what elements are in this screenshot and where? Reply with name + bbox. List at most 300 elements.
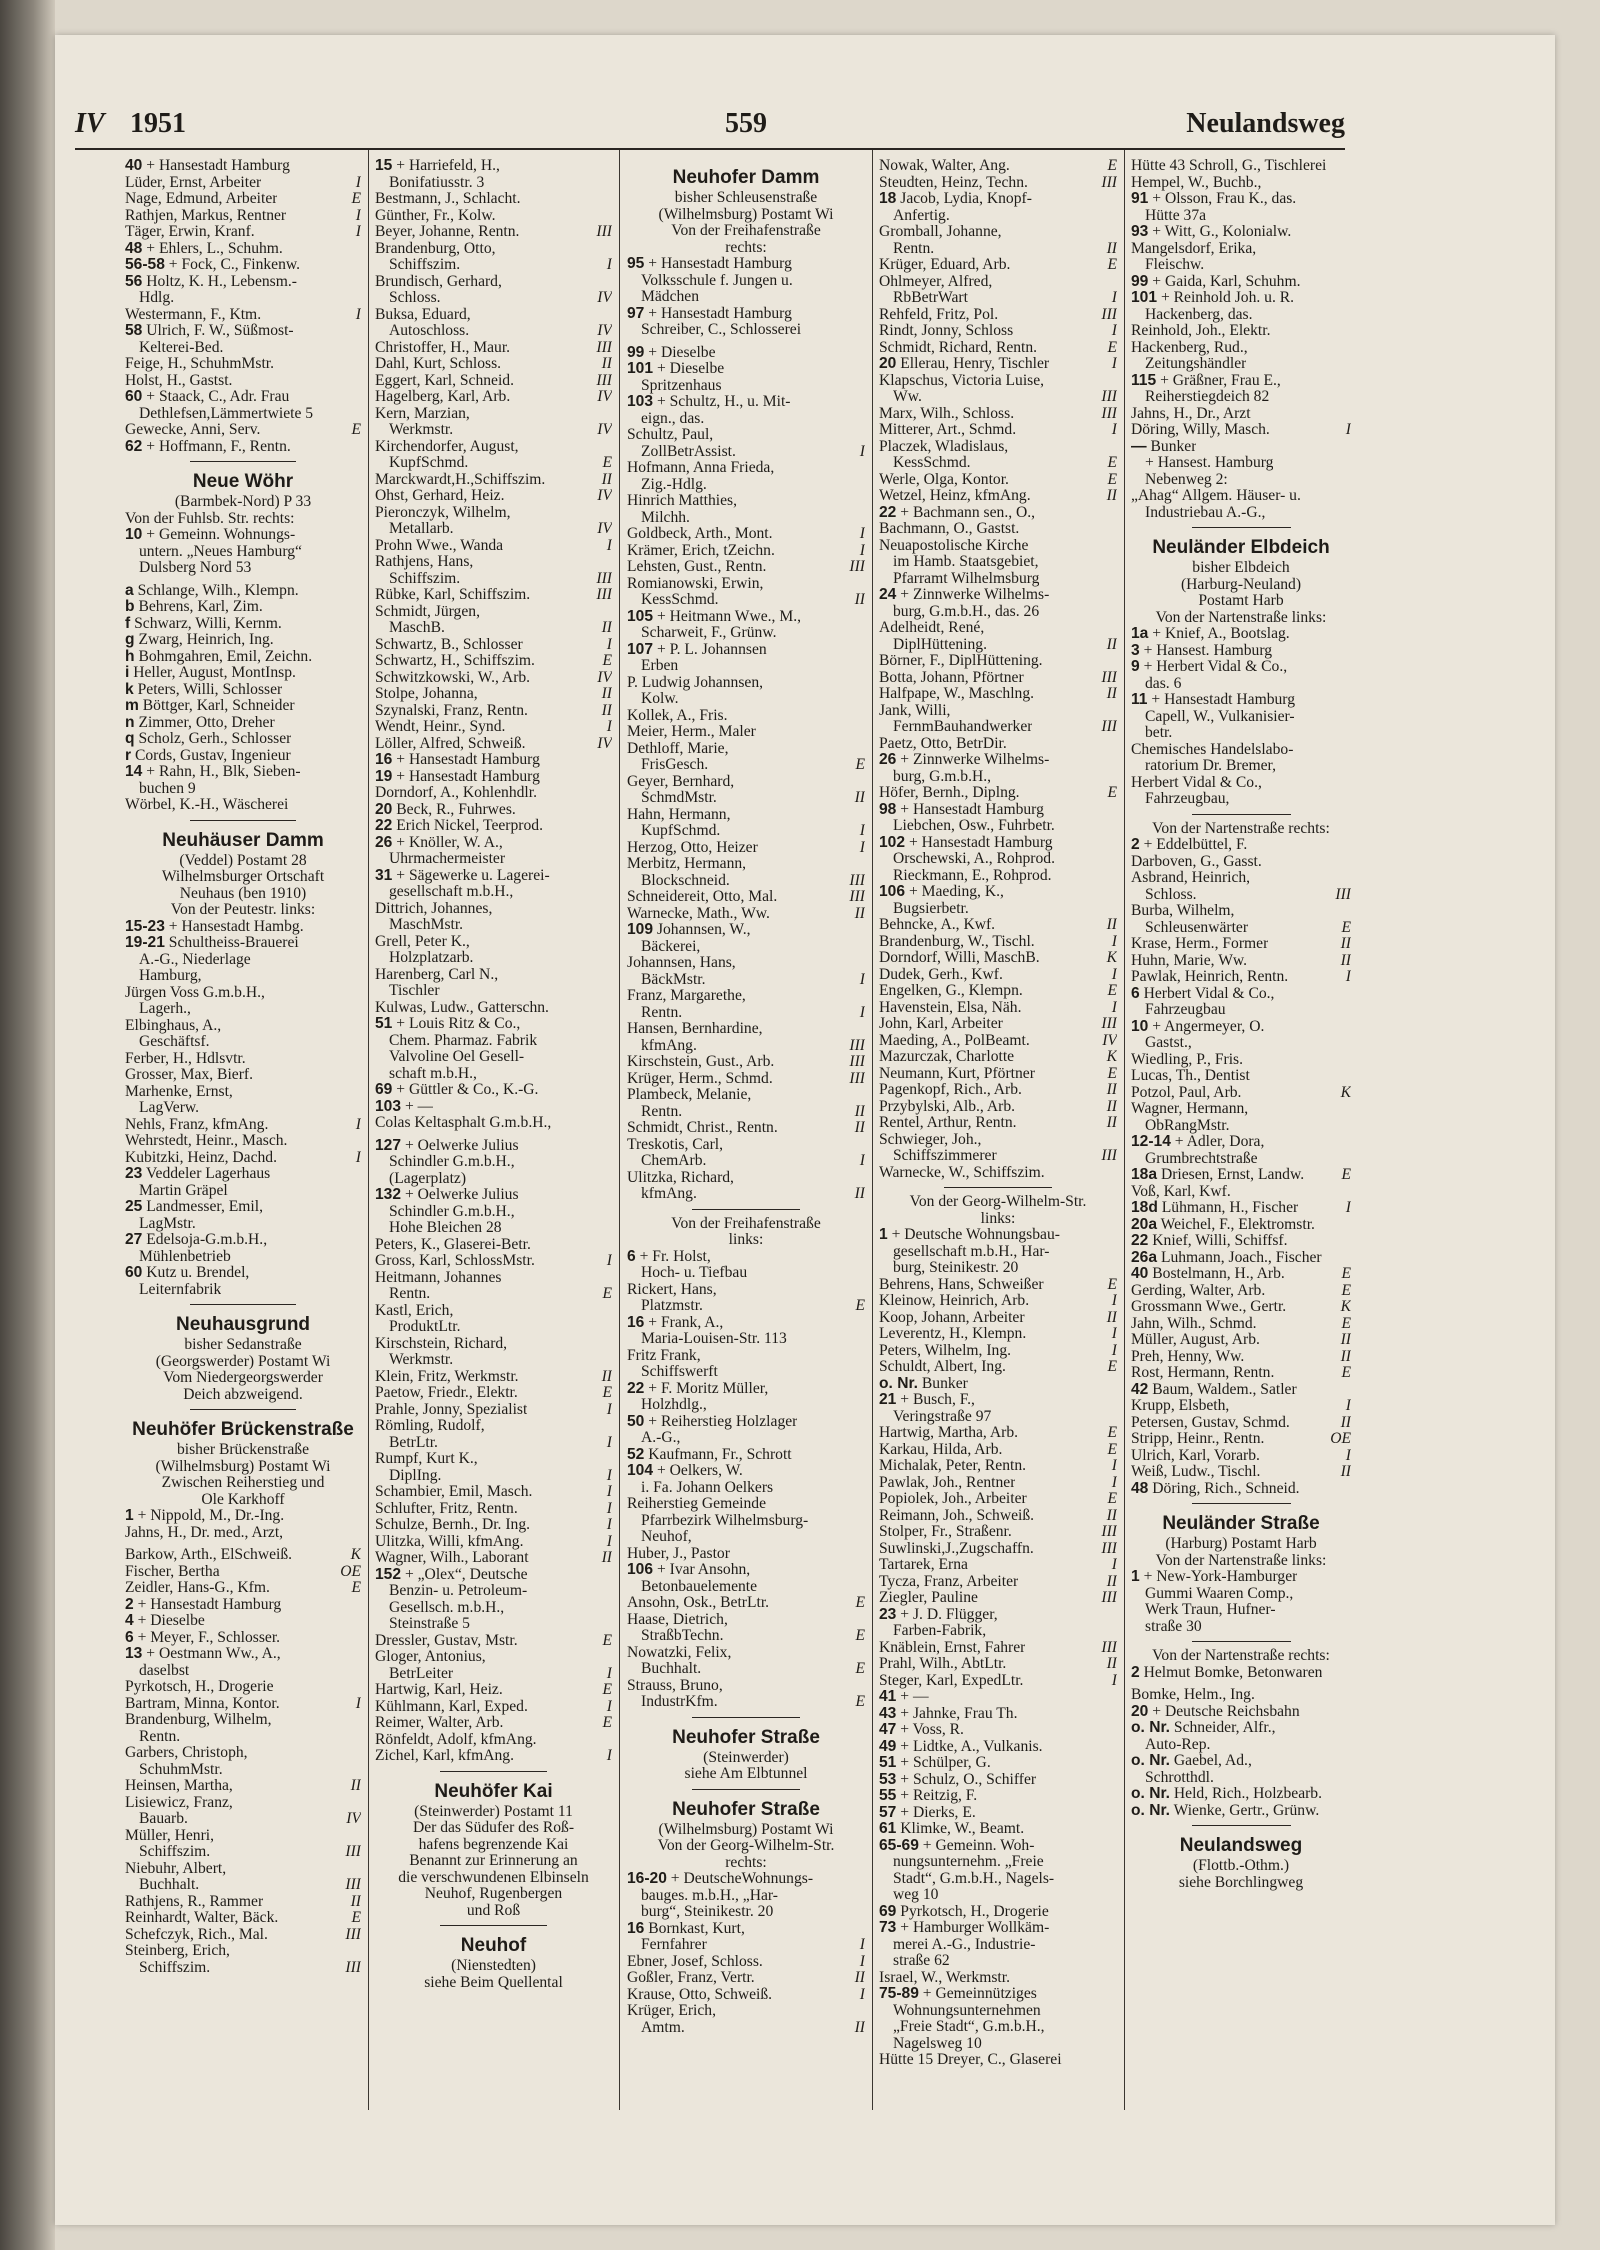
- entry-text: Bugsierbetr.: [893, 900, 969, 917]
- directory-entry: [1131, 1019, 1351, 1036]
- entry-text: 99 + Gaida, Karl, Schuhm.: [1131, 273, 1301, 290]
- entry-text: StraßbTechn.: [641, 1628, 724, 1644]
- entry-continuation: [627, 972, 865, 989]
- entry-text: Metallarb.: [389, 521, 454, 537]
- house-number: 58: [125, 323, 143, 339]
- directory-entry: [125, 748, 361, 765]
- house-number: 1: [879, 1227, 888, 1243]
- house-number: 20: [375, 801, 393, 818]
- entry-text: Adelheidt, René,: [879, 620, 985, 636]
- entry-text: 60 Kutz u. Brendel,: [125, 1265, 250, 1281]
- directory-entry: [879, 1033, 1117, 1050]
- entry-continuation: [627, 1038, 865, 1055]
- directory-entry: [627, 1249, 865, 1266]
- entry-text: Jank, Willi,: [879, 702, 951, 719]
- directory-entry: [125, 682, 361, 699]
- entry-text: kfmAng.: [641, 1186, 697, 1202]
- entry-text: 2 + Eddelbüttel, F.: [1131, 837, 1248, 853]
- entry-text: — Bunker: [1131, 438, 1197, 455]
- directory-entry: [879, 1722, 1117, 1739]
- entry-text: 50 + Reiherstieg Holzlager: [627, 1413, 798, 1430]
- entry-text: Krase, Herm., Former: [1131, 936, 1269, 952]
- entry-text: Müller, Henri,: [125, 1827, 215, 1844]
- floor-marker: I: [859, 1153, 865, 1169]
- entry-text: burg, G.m.b.H.,: [893, 768, 992, 785]
- entry-continuation: [1131, 1151, 1351, 1168]
- entry-continuation: [1131, 356, 1351, 373]
- entry-text: Pagenkopf, Rich., Arb.: [879, 1082, 1022, 1098]
- directory-entry: [1131, 643, 1351, 660]
- floor-marker: IV: [597, 323, 612, 339]
- entry-continuation: [627, 823, 865, 840]
- floor-marker: I: [606, 257, 612, 273]
- street-note: rechts:: [725, 239, 767, 256]
- entry-continuation: [627, 1904, 865, 1921]
- directory-entry: [627, 361, 865, 378]
- directory-entry: [627, 1954, 865, 1971]
- entry-text: Rieckmann, E., Rohprod.: [893, 867, 1052, 884]
- directory-entry: [1131, 742, 1351, 759]
- entry-continuation: [879, 571, 1117, 588]
- directory-entry: [375, 1517, 612, 1534]
- entry-text: Westermann, F., Ktm.: [125, 306, 262, 323]
- street-note: Von der Nartenstraße links:: [1155, 1552, 1327, 1569]
- entry-text: q Scholz, Gerh., Schlosser: [125, 731, 292, 747]
- street-note: (Flottb.-Othm.): [1192, 1858, 1290, 1874]
- street-note: Neuhaus (ben 1910): [179, 885, 307, 902]
- entry-text: Dorndorf, A., Kohlenhdlr.: [375, 785, 537, 801]
- entry-text: Stadt“, G.m.b.H., Nagels-: [893, 1870, 1055, 1887]
- directory-entry: [879, 257, 1117, 274]
- entry-continuation: [125, 1663, 361, 1680]
- entry-continuation: [375, 1616, 612, 1633]
- entry-text: Rathjens, Hans,: [375, 554, 474, 570]
- street-note: Von der Nartenstraße links:: [1155, 609, 1327, 626]
- floor-marker: I: [355, 174, 361, 191]
- directory-entry: [879, 175, 1117, 192]
- entry-text: SchuhmMstr.: [139, 1761, 223, 1778]
- entry-text: 40 Bostelmann, H., Arb.: [1131, 1266, 1285, 1282]
- entry-text: Knäblein, Ernst, Fahrer: [879, 1639, 1026, 1656]
- directory-entry: [627, 807, 865, 824]
- directory-entry: [375, 703, 612, 720]
- directory-entry: [1131, 870, 1351, 887]
- house-number: 57: [879, 1804, 897, 1821]
- floor-marker: I: [355, 207, 361, 224]
- entry-text: Kirschstein, Gust., Arb.: [627, 1054, 775, 1070]
- entry-text: Wagner, Hermann,: [1131, 1101, 1249, 1117]
- entry-text: Schiffszim.: [139, 1844, 211, 1860]
- floor-marker: E: [855, 1661, 865, 1677]
- directory-entry: [375, 653, 612, 670]
- house-number: 48: [125, 240, 143, 257]
- entry-continuation: [1131, 709, 1351, 726]
- directory-entry: [627, 1021, 865, 1038]
- entry-text: Nehls, Franz, kfmAng.: [125, 1116, 269, 1133]
- entry-text: 51 + Louis Ritz & Co.,: [375, 1016, 521, 1032]
- directory-entry: [879, 1442, 1117, 1459]
- entry-text: Brandenburg, Otto,: [375, 240, 496, 257]
- entry-text: Schmidt, Christ., Rentn.: [627, 1120, 778, 1136]
- entry-text: 11 + Hansestadt Hamburg: [1131, 692, 1296, 708]
- floor-marker: I: [355, 1149, 361, 1166]
- entry-text: 22 Erich Nickel, Teerprod.: [375, 818, 543, 834]
- floor-marker: I: [1111, 933, 1117, 950]
- entry-continuation: [627, 1186, 865, 1203]
- directory-entry: [375, 1732, 612, 1749]
- entry-text: Schefczyk, Rich., Mal.: [125, 1926, 268, 1943]
- section-separator: [692, 1717, 799, 1718]
- house-number: 99: [1131, 273, 1149, 290]
- directory-entry: [375, 1253, 612, 1270]
- house-number: 10: [125, 527, 143, 543]
- directory-entry: [125, 583, 361, 600]
- directory-entry: [879, 406, 1117, 423]
- house-number: 41: [879, 1689, 897, 1705]
- street-note: Von der Peutestr. links:: [170, 902, 316, 918]
- house-number: 16: [627, 1314, 645, 1331]
- house-number: 152: [375, 1566, 402, 1583]
- entry-text: KupfSchmd.: [641, 823, 721, 839]
- entry-text: 102 + Hansestadt Hamburg: [879, 834, 1053, 851]
- directory-entry: [879, 1838, 1117, 1855]
- entry-text: IndustrKfm.: [641, 1694, 718, 1710]
- entry-text: Ebner, Josef, Schloss.: [627, 1953, 763, 1970]
- entry-text: 16 Bornkast, Kurt,: [627, 1920, 745, 1937]
- floor-marker: III: [849, 1054, 865, 1070]
- floor-marker: E: [855, 1298, 865, 1314]
- entry-text: 16-20 + DeutscheWohnungs-: [627, 1871, 814, 1887]
- house-number: 102: [879, 834, 906, 851]
- floor-marker: I: [1111, 422, 1117, 438]
- directory-entry: [879, 422, 1117, 439]
- directory-entry: [1131, 1382, 1351, 1399]
- entry-text: Pawlak, Joh., Rentner: [879, 1474, 1016, 1491]
- directory-entry: [125, 1613, 361, 1630]
- directory-entry: [1131, 626, 1351, 643]
- directory-entry: [375, 1187, 612, 1204]
- entry-text: Neumann, Kurt, Pförtner: [879, 1065, 1035, 1082]
- directory-entry: [879, 1970, 1117, 1987]
- entry-text: Autoschloss.: [389, 323, 470, 339]
- directory-entry: [125, 1712, 361, 1729]
- floor-marker: E: [1341, 1266, 1351, 1282]
- floor-marker: III: [1101, 669, 1117, 686]
- entry-continuation: [375, 1049, 612, 1066]
- entry-text: Schuldt, Albert, Ing.: [879, 1359, 1006, 1375]
- entry-text: Krüger, Erich,: [627, 2003, 717, 2019]
- street-heading: Neuhof: [460, 1935, 527, 1956]
- house-number: 11: [1131, 692, 1148, 708]
- directory-entry: [1131, 290, 1351, 307]
- floor-marker: K: [350, 1547, 361, 1563]
- entry-text: Rübke, Karl, Schiffszim.: [375, 587, 531, 603]
- entry-text: Herbert Vidal & Co.,: [1131, 774, 1262, 791]
- directory-entry: [879, 1821, 1117, 1838]
- entry-text: Kollek, A., Fris.: [627, 707, 728, 724]
- directory-entry: [1131, 340, 1351, 357]
- entry-text: 19 + Hansestadt Hamburg: [375, 768, 540, 785]
- directory-entry: [1131, 323, 1351, 340]
- house-number: 60: [125, 1265, 143, 1281]
- directory-entry: [879, 307, 1117, 324]
- floor-marker: E: [855, 1595, 865, 1611]
- house-number: 107: [627, 641, 654, 658]
- directory-entry: [1131, 191, 1351, 208]
- entry-text: 47 + Voss, R.: [879, 1722, 964, 1738]
- directory-entry: [125, 1679, 361, 1696]
- entry-text: Pawlak, Heinrich, Rentn.: [1131, 969, 1289, 985]
- entry-text: Rentn.: [893, 240, 935, 257]
- entry-text: m Böttger, Karl, Schneider: [125, 698, 295, 714]
- entry-text: Hütte 37a: [1145, 207, 1207, 224]
- street-note: Zwischen Reiherstieg und: [161, 1475, 325, 1491]
- entry-text: Reiherstiegdeich 82: [1145, 389, 1270, 405]
- directory-entry: [125, 1547, 361, 1564]
- entry-continuation: [1131, 1586, 1351, 1603]
- directory-entry: [879, 538, 1117, 555]
- floor-marker: I: [606, 719, 612, 735]
- entry-text: Elbinghaus, A.,: [125, 1017, 222, 1034]
- entry-continuation: [627, 1153, 865, 1170]
- directory-entry: [125, 1696, 361, 1713]
- entry-continuation: [125, 1811, 361, 1828]
- entry-text: Kubitzki, Heinz, Dachd.: [125, 1149, 277, 1166]
- house-number: 56-58: [125, 257, 165, 273]
- directory-entry: [1131, 1134, 1351, 1151]
- entry-text: 18a Driesen, Ernst, Landw.: [1131, 1167, 1305, 1183]
- entry-text: Schlufter, Fritz, Rentn.: [375, 1500, 518, 1517]
- entry-text: 22 + F. Moritz Müller,: [627, 1380, 769, 1397]
- entry-text: 27 Edelsoja-G.m.b.H.,: [125, 1232, 268, 1248]
- entry-text: 1 + New-York-Hamburger: [1131, 1569, 1298, 1585]
- house-number: q: [125, 731, 135, 747]
- entry-continuation: [1131, 455, 1351, 472]
- section-separator: [440, 1925, 547, 1926]
- entry-text: Kirschstein, Richard,: [375, 1335, 508, 1352]
- house-number: 1: [125, 1508, 134, 1524]
- entry-text: Plambeck, Melanie,: [627, 1087, 752, 1103]
- entry-continuation: [879, 604, 1117, 621]
- street-note: (Nienstedten): [451, 1958, 536, 1974]
- entry-text: Betonbauelemente: [641, 1578, 758, 1595]
- entry-text: KessSchmd.: [641, 592, 719, 608]
- entry-continuation: [879, 818, 1117, 835]
- directory-entry: [375, 208, 612, 225]
- floor-marker: III: [849, 872, 865, 889]
- directory-entry: [627, 1595, 865, 1612]
- entry-text: 1a + Knief, A., Bootslag.: [1131, 626, 1290, 642]
- entry-text: Ohst, Gerhard, Heiz.: [375, 488, 505, 504]
- entry-text: 109 Johannsen, W.,: [627, 922, 751, 938]
- directory-entry: [1131, 1687, 1351, 1704]
- directory-entry: [375, 1748, 612, 1765]
- floor-marker: I: [859, 1953, 865, 1970]
- entry-text: 15-23 + Hansestadt Hambg.: [125, 918, 304, 935]
- entry-text: betr.: [1145, 725, 1173, 741]
- directory-entry: [125, 527, 361, 544]
- floor-marker: I: [1111, 1342, 1117, 1359]
- entry-text: Harenberg, Carl N.,: [375, 966, 499, 983]
- floor-marker: II: [854, 1120, 865, 1136]
- directory-entry: [125, 715, 361, 732]
- entry-text: Bachmann, O., Gastst.: [879, 521, 1020, 537]
- directory-entry: [627, 493, 865, 510]
- section-separator: [190, 1304, 296, 1305]
- directory-entry: [879, 1541, 1117, 1558]
- entry-text: Brundisch, Gerhard,: [375, 273, 502, 290]
- column-divider: [619, 150, 620, 2110]
- entry-text: Ferber, H., Hdlsvtr.: [125, 1050, 246, 1067]
- entry-text: Schiffszim.: [139, 1959, 211, 1976]
- directory-entry: [375, 802, 612, 819]
- directory-entry: [879, 224, 1117, 241]
- entry-continuation: [375, 1220, 612, 1237]
- street-note: Von der Georg-Wilhelm-Str.: [909, 1194, 1087, 1210]
- directory-entry: [375, 1699, 612, 1716]
- entry-text: bauges. m.b.H., „Har-: [641, 1887, 778, 1904]
- directory-entry: [879, 1000, 1117, 1017]
- directory-entry: [879, 620, 1117, 637]
- entry-text: Hartwig, Martha, Arb.: [879, 1425, 1019, 1441]
- house-number: 18a: [1131, 1167, 1158, 1183]
- entry-text: Gromball, Johanne,: [879, 224, 1002, 240]
- entry-continuation: [375, 1171, 612, 1188]
- entry-text: Industriebau A.-G.,: [1145, 504, 1266, 521]
- entry-continuation: [125, 340, 361, 357]
- street-note: Ole Karkhoff: [201, 1491, 285, 1508]
- entry-continuation: [375, 1600, 612, 1617]
- floor-marker: I: [355, 1116, 361, 1133]
- entry-text: Reimann, Joh., Schweiß.: [879, 1507, 1035, 1524]
- floor-marker: E: [1107, 1065, 1117, 1082]
- directory-entry: [375, 1402, 612, 1419]
- directory-entry: [375, 967, 612, 984]
- floor-marker: I: [1345, 1398, 1351, 1414]
- entry-text: Auto-Rep.: [1145, 1736, 1211, 1753]
- directory-entry: [375, 1369, 612, 1386]
- entry-text: 104 + Oelkers, W.: [627, 1463, 743, 1479]
- entry-text: Popiolek, Joh., Arbeiter: [879, 1491, 1027, 1507]
- floor-marker: III: [596, 570, 612, 587]
- entry-text: burg, Steinikestr. 20: [893, 1260, 1019, 1276]
- house-number: 52: [627, 1446, 645, 1463]
- entry-text: Behncke, A., Kwf.: [879, 917, 996, 933]
- entry-text: Schindler G.m.b.H.,: [389, 1154, 515, 1170]
- floor-marker: III: [1101, 1016, 1117, 1032]
- entry-text: Rentn.: [139, 1728, 181, 1745]
- street-note: bisher Brückenstraße: [176, 1442, 310, 1458]
- house-number: 43: [879, 1705, 897, 1722]
- entry-text: DiplHüttening.: [893, 636, 987, 653]
- floor-marker: I: [859, 839, 865, 856]
- directory-entry: [125, 422, 361, 439]
- entry-continuation: [627, 477, 865, 494]
- directory-entry: [375, 719, 612, 736]
- directory-entry: [125, 323, 361, 340]
- directory-entry: [375, 1336, 612, 1353]
- entry-text: 53 + Schulz, O., Schiffer: [879, 1771, 1037, 1788]
- entry-text: Steudten, Heinz, Techn.: [879, 174, 1028, 191]
- directory-entry: [879, 1491, 1117, 1508]
- directory-entry: [375, 1682, 612, 1699]
- entry-text: 61 Klimke, W., Beamt.: [879, 1821, 1025, 1837]
- floor-marker: I: [1111, 290, 1117, 306]
- entry-continuation: [375, 884, 612, 901]
- entry-continuation: [879, 1937, 1117, 1954]
- entry-text: Schwitzkowski, W., Arb.: [375, 669, 531, 686]
- entry-text: Szynalski, Franz, Rentn.: [375, 702, 528, 719]
- directory-entry: [627, 1170, 865, 1187]
- street-note: (Steinwerder): [703, 1749, 789, 1766]
- entry-text: 26a Luhmann, Joach., Fischer: [1131, 1249, 1322, 1266]
- floor-marker: I: [1111, 999, 1117, 1016]
- directory-entry: [627, 856, 865, 873]
- entry-text: Wagner, Wilh., Laborant: [375, 1550, 529, 1566]
- entry-continuation: [879, 1953, 1117, 1970]
- directory-entry: [627, 741, 865, 758]
- directory-entry: [879, 158, 1117, 175]
- directory-entry: [125, 511, 361, 528]
- entry-continuation: [125, 544, 361, 561]
- entry-continuation: [1131, 1770, 1351, 1787]
- entry-text: Rentel, Arthur, Rentn.: [879, 1115, 1017, 1131]
- directory-entry: [1131, 1704, 1351, 1721]
- directory-entry: [125, 224, 361, 241]
- directory-entry: [375, 769, 612, 786]
- house-number: 22: [375, 818, 393, 834]
- directory-entry: [1131, 854, 1351, 871]
- entry-text: 23 Veddeler Lagerhaus: [125, 1166, 271, 1182]
- entry-text: P. Ludwig Johannsen,: [627, 674, 764, 691]
- street-note: (Barmbek-Nord) P 33: [174, 494, 312, 510]
- entry-text: Rentn.: [641, 1004, 683, 1021]
- entry-text: Gerding, Walter, Arb.: [1131, 1282, 1266, 1299]
- directory-entry: [1131, 1415, 1351, 1432]
- house-number: 75-89: [879, 1986, 919, 2002]
- directory-entry: [375, 356, 612, 373]
- directory-entry: [879, 274, 1117, 291]
- floor-marker: III: [849, 1070, 865, 1087]
- directory-entry: [125, 1232, 361, 1249]
- directory-entry: [627, 774, 865, 791]
- floor-marker: E: [351, 422, 361, 438]
- directory-entry: [627, 889, 865, 906]
- section-separator: [440, 1771, 547, 1772]
- entry-text: Marckwardt,H.,Schiffszim.: [375, 471, 546, 488]
- entry-text: Franz, Margarethe,: [627, 988, 746, 1004]
- entry-text: Brandenburg, W., Tischl.: [879, 933, 1035, 950]
- floor-marker: II: [601, 620, 612, 636]
- entry-text: Schiffszim.: [389, 570, 461, 587]
- house-number: 15: [375, 158, 393, 174]
- entry-continuation: [879, 719, 1117, 736]
- entry-text: Schrotthdl.: [1145, 1769, 1214, 1786]
- entry-text: straße 62: [893, 1953, 950, 1969]
- entry-text: Israel, W., Werkmstr.: [879, 1969, 1010, 1986]
- entry-text: Romianowski, Erwin,: [627, 575, 764, 592]
- street-note: bisher Schleusenstraße: [674, 190, 818, 206]
- entry-text: Bäckerei,: [641, 938, 701, 955]
- entry-text: 1 + Nippold, M., Dr.-Ing.: [125, 1508, 285, 1524]
- directory-entry: [1131, 1167, 1351, 1184]
- house-number: 23: [879, 1606, 897, 1623]
- entry-text: Michalak, Peter, Rentn.: [879, 1458, 1027, 1474]
- directory-entry: [375, 224, 612, 241]
- entry-continuation: [627, 510, 865, 527]
- year: 1951: [130, 108, 186, 139]
- directory-entry: [375, 1633, 612, 1650]
